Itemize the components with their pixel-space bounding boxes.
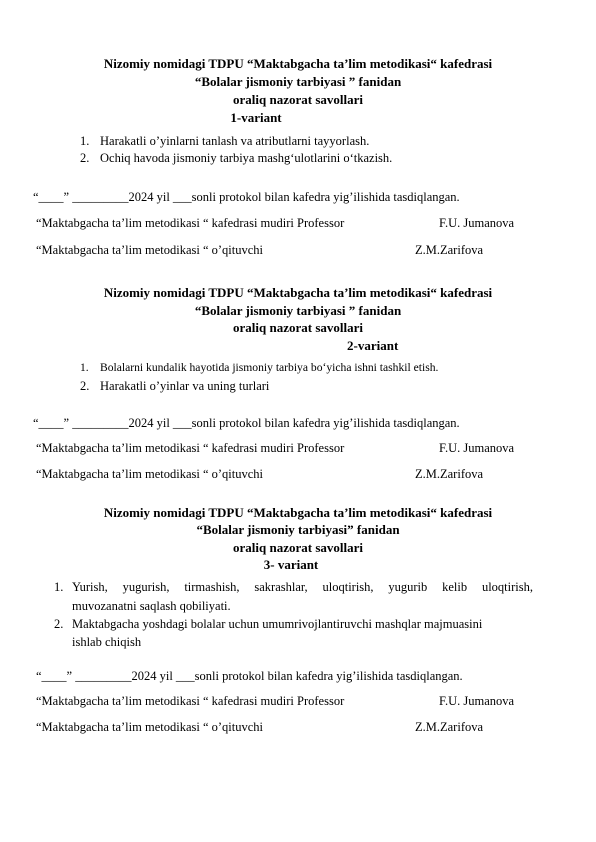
- block3-question-2-line2: ishlab chiqish: [72, 635, 142, 649]
- block2-head-name: F.U. Jumanova: [439, 441, 515, 455]
- block1-teacher-position: “Maktabgacha ta’lim metodikasi “ o’qituvchi: [36, 243, 264, 257]
- question-number: 2.: [80, 379, 90, 393]
- block1-question-1: [80, 134, 369, 149]
- block1-title-department: Nizomiy nomidagi TDPU “Maktabgacha ta’lim metodikasi“ kafedrasi: [103, 56, 493, 71]
- block3-variant: 3- variant: [263, 557, 319, 572]
- block1-variant: 1-variant: [230, 110, 282, 125]
- block1-protocol-line: “____” _________2024 yil ___sonli protokol bilan kafedra yig’ilishida tasdiqlangan.: [33, 190, 460, 204]
- block3-question-1-number: 1.: [54, 580, 64, 594]
- block1-head-position: “Maktabgacha ta’lim metodikasi “ kafedrasi mudiri Professor: [36, 216, 345, 230]
- question-text: Bolalarni kundalik hayotida jismoniy tarbiya bo‘yicha ishni tashkil etish.: [100, 361, 439, 374]
- question-text: Harakatli o’yinlarni tanlash va atributlarni tayyorlash.: [100, 134, 370, 148]
- block3-head-position: “Maktabgacha ta’lim metodikasi “ kafedrasi mudiri Professor: [36, 694, 345, 708]
- block1-title-subject: “Bolalar jismoniy tarbiyasi ” fanidan: [194, 74, 402, 89]
- question-number: 1.: [80, 134, 90, 148]
- block3-teacher-position: “Maktabgacha ta’lim metodikasi “ o’qituvchi: [36, 720, 264, 734]
- block3-question-1-line2: muvozanatni saqlash qobiliyati.: [72, 599, 231, 613]
- block3-teacher-name: Z.M.Zarifova: [415, 720, 484, 734]
- block3-protocol-line: “____” _________2024 yil ___sonli protokol bilan kafedra yig’ilishida tasdiqlangan.: [36, 669, 463, 683]
- block1-title-exam: oraliq nazorat savollari: [233, 92, 363, 107]
- block2-head-position: “Maktabgacha ta’lim metodikasi “ kafedrasi mudiri Professor: [36, 441, 345, 455]
- question-number: 2.: [80, 151, 90, 165]
- block2-variant: 2-variant: [347, 338, 399, 353]
- question-text: Harakatli o’yinlar va uning turlari: [100, 379, 270, 393]
- block3-question-1-line1: Yurish, yugurish, tirmashish, sakrashlar, uloqtirish, yugurib kelib uloqtirish,: [72, 580, 533, 594]
- block2-teacher-position: “Maktabgacha ta’lim metodikasi “ o’qituvchi: [36, 467, 264, 481]
- block2-title-department: Nizomiy nomidagi TDPU “Maktabgacha ta’lim metodikasi“ kafedrasi: [103, 285, 493, 300]
- block2-teacher-name: Z.M.Zarifova: [415, 467, 484, 481]
- block1-question-2: [80, 151, 392, 166]
- question-number: 1.: [80, 361, 89, 374]
- block3-title-exam: oraliq nazorat savollari: [233, 540, 363, 555]
- block3-title-department: Nizomiy nomidagi TDPU “Maktabgacha ta’lim metodikasi“ kafedrasi: [103, 505, 493, 520]
- block1-teacher-name: Z.M.Zarifova: [415, 243, 484, 257]
- block3-question-2-number: 2.: [54, 617, 64, 631]
- question-text: Ochiq havoda jismoniy tarbiya mashg‘ulotlarini o‘tkazish.: [100, 151, 393, 165]
- block2-question-2: [80, 379, 269, 394]
- block3-title-subject: “Bolalar jismoniy tarbiyasi” fanidan: [196, 522, 400, 537]
- block3-head-name: F.U. Jumanova: [439, 694, 515, 708]
- block2-question-1: [80, 361, 438, 374]
- block1-head-name: F.U. Jumanova: [439, 216, 515, 230]
- block2-protocol-line: “____” _________2024 yil ___sonli protokol bilan kafedra yig’ilishida tasdiqlangan.: [33, 416, 460, 430]
- block2-title-subject: “Bolalar jismoniy tarbiyasi ” fanidan: [194, 303, 402, 318]
- block3-question-2-line1: Maktabgacha yoshdagi bolalar uchun umumrivojlantiruvchi mashqlar majmuasini: [72, 617, 483, 631]
- block2-title-exam: oraliq nazorat savollari: [233, 320, 363, 335]
